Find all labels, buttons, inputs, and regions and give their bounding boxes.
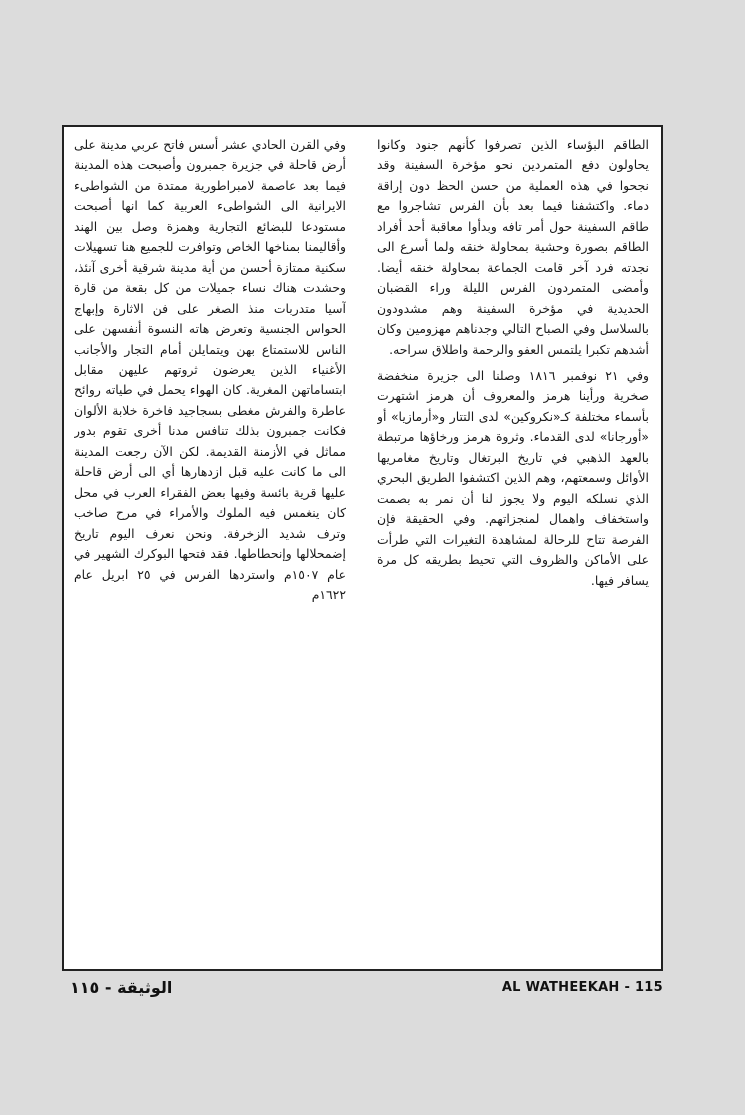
page-footer	[62, 978, 663, 1004]
text-column-left	[74, 135, 346, 961]
page-frame	[62, 125, 663, 971]
paragraph: وفي ٢١ نوفمبر ١٨١٦ وصلنا الى جزيرة منخفضة صخرية ورأينا هرمز والمعروف أن هرمز اشتهرت بأسماء مختلفة كـ«نكروكين» لدى التتار و«أرمازيا» أو «أورجانا» لدى القدماء. وثروة هرمز ورخاؤها مرتبطة بالعهد الذهبي في تاريخ البرتغال وتاريخ مغامريها الأوائل وسمعتهم، وهم الذين اكتشفوا الطريق البحري الذي نسلكه اليوم ولا يجوز لنا أن نمر به بصمت واستخفاف واهمال لمنجزاتهم. وفي الحقيقة فإن الفرصة تتاح للرحالة لمشاهدة التغيرات التي طرأت على الأماكن والظروف التي تحيط بطريقه كل مرة يسافر فيها.	[377, 367, 649, 588]
paragraph: الطاقم البؤساء الذين تصرفوا كأنهم جنود وكانوا يحاولون دفع المتمردين نحو مؤخرة السفينة وقد نجحوا في هذه العملية من حسن الحظ دون إراقة دماء. واكتشفنا فيما بعد بأن الفرس تشاجروا مع طاقم السفينة حول أمر تافه وبدأوا معاقبة أحد أفراد الطاقم بصورة وحشية بمحاولة خنقه ولما أسرع الى نجدته فرد آخر قامت الجماعة بمحاولة خنقه أيضا. وأمضى المتمردون الفرس الليلة وراء القضبان الحديدية في مؤخرة السفينة وهم مشدودون بالسلاسل وفي الصباح التالي وجدناهم مهزومين وكان أشدهم تكبرا يلتمس العفو والرحمة واطلاق سراحه.	[377, 137, 649, 357]
paragraph: وفي القرن الحادي عشر أسس فاتح عربي مدينة على أرض قاحلة في جزيرة جمبرون وأصبحت هذه المدينة فيما بعد عاصمة لامبراطورية ممتدة من الشواطىء الايرانية الى الشواطىء العربية كما انها أصبحت مستودعا للبضائع التجارية وهمزة وصل بين الهند وأقاليمنا بمناخها الخاص وتوافرت للجميع هنا تسهيلات سكنية ممتازة أحسن من أية مدينة شرقية أخرى آنئذ، وحشدت هناك نساء جميلات من كل بقعة من قارة آسيا متدربات منذ الصغر على فن الاثارة وإبهاج الحواس الجنسية وتعرض هاته النسوة أنفسهن على الناس للاستمتاع بهن ويتمايلن أمام التجار والأجانب الأغنياء الذين يعرضون ثروتهم عليهن مقابل ابتساماتهن المغرية. كان الهواء يحمل في طياته روائح عاطرة والفرش مغطى بسجاجيد فاخرة خلابة الألوان فكانت جمبرون بذلك تنافس مدنا أخرى تقوم بدور مماثل في الأزمنة القديمة. لكن الآن رجعت المدينة الى ما كانت عليه قبل ازدهارها أي الى أرض قاحلة عليها قرية بائسة وفيها بعض الفقراء العرب في محل كان ينغمس فيه الملوك والأمراء في مرح صاخب وترف شديد الزخرفة. ونحن نعرف اليوم تاريخ إضمحلالها وإنحطاطها. فقد فتحها البوكرك الشهير في عام ١٥٠٧م واستردها الفرس في ٢٥ ابريل عام ١٦٢٢م	[74, 137, 346, 602]
text-column-right	[377, 135, 649, 961]
footer-page-number-latin: AL WATHEEKAH - 115	[501, 980, 663, 995]
footer-page-number-arabic: الوثيقة - ١١٥	[70, 978, 173, 997]
